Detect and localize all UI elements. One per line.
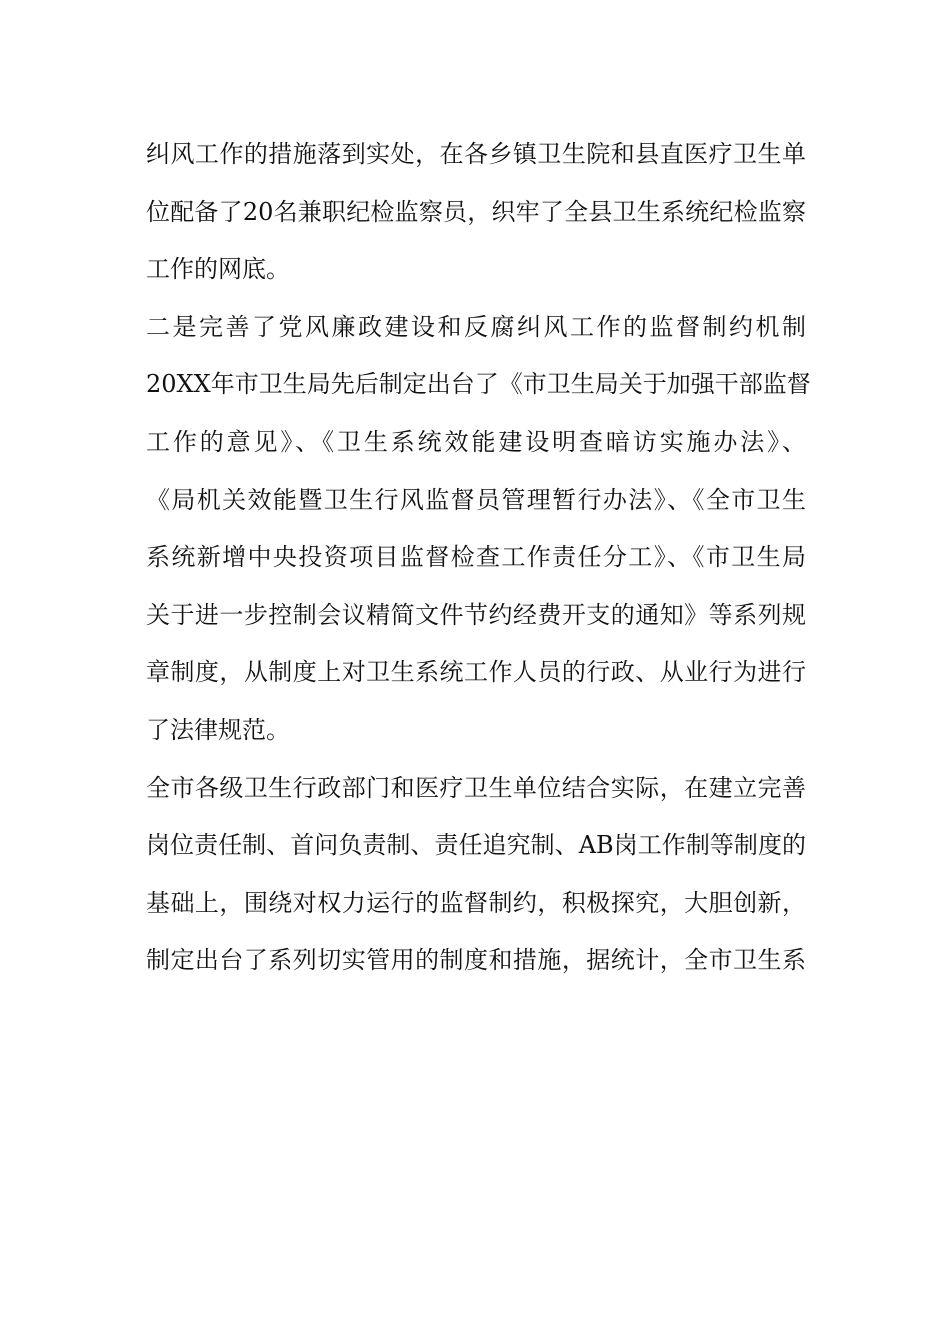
text-line: 岗位责任制、首问负责制、责任追究制、AB岗工作制等制度的 [146, 831, 806, 860]
text-line: 全市各级卫生行政部门和医疗卫生单位结合实际，在建立完善 [146, 773, 806, 802]
text-line: 《局机关效能暨卫生行风监督员管理暂行办法》、《全市卫生 [146, 485, 806, 514]
text-line: 纠风工作的措施落到实处，在各乡镇卫生院和县直医疗卫生单 [146, 140, 806, 168]
text-line: 20XX年市卫生局先后制定出台了《市卫生局关于加强干部监督 [146, 370, 811, 399]
text-line: 二是完善了党风廉政建设和反腐纠风工作的监督制约机制 [146, 312, 806, 341]
text-line: 工作的网底。 [146, 255, 290, 284]
text-line: 基础上，围绕对权力运行的监督制约，积极探究，大胆创新， [146, 888, 806, 917]
text-line: 工作的意见》、《卫生系统效能建设明查暗访实施办法》、 [146, 427, 806, 456]
body-text [146, 126, 811, 990]
text-line: 章制度，从制度上对卫生系统工作人员的行政、从业行为进行 [146, 658, 806, 687]
text-line: 关于进一步控制会议精简文件节约经费开支的通知》等系列规 [146, 600, 806, 629]
text-line: 制定出台了系列切实管用的制度和措施，据统计，全市卫生系 [146, 946, 806, 975]
text-line: 了法律规范。 [146, 715, 290, 744]
text-line: 系统新增中央投资项目监督检查工作责任分工》、《市卫生局 [146, 543, 806, 572]
text-line: 位配备了20名兼职纪检监察员，织牢了全县卫生系统纪检监察 [146, 197, 806, 226]
